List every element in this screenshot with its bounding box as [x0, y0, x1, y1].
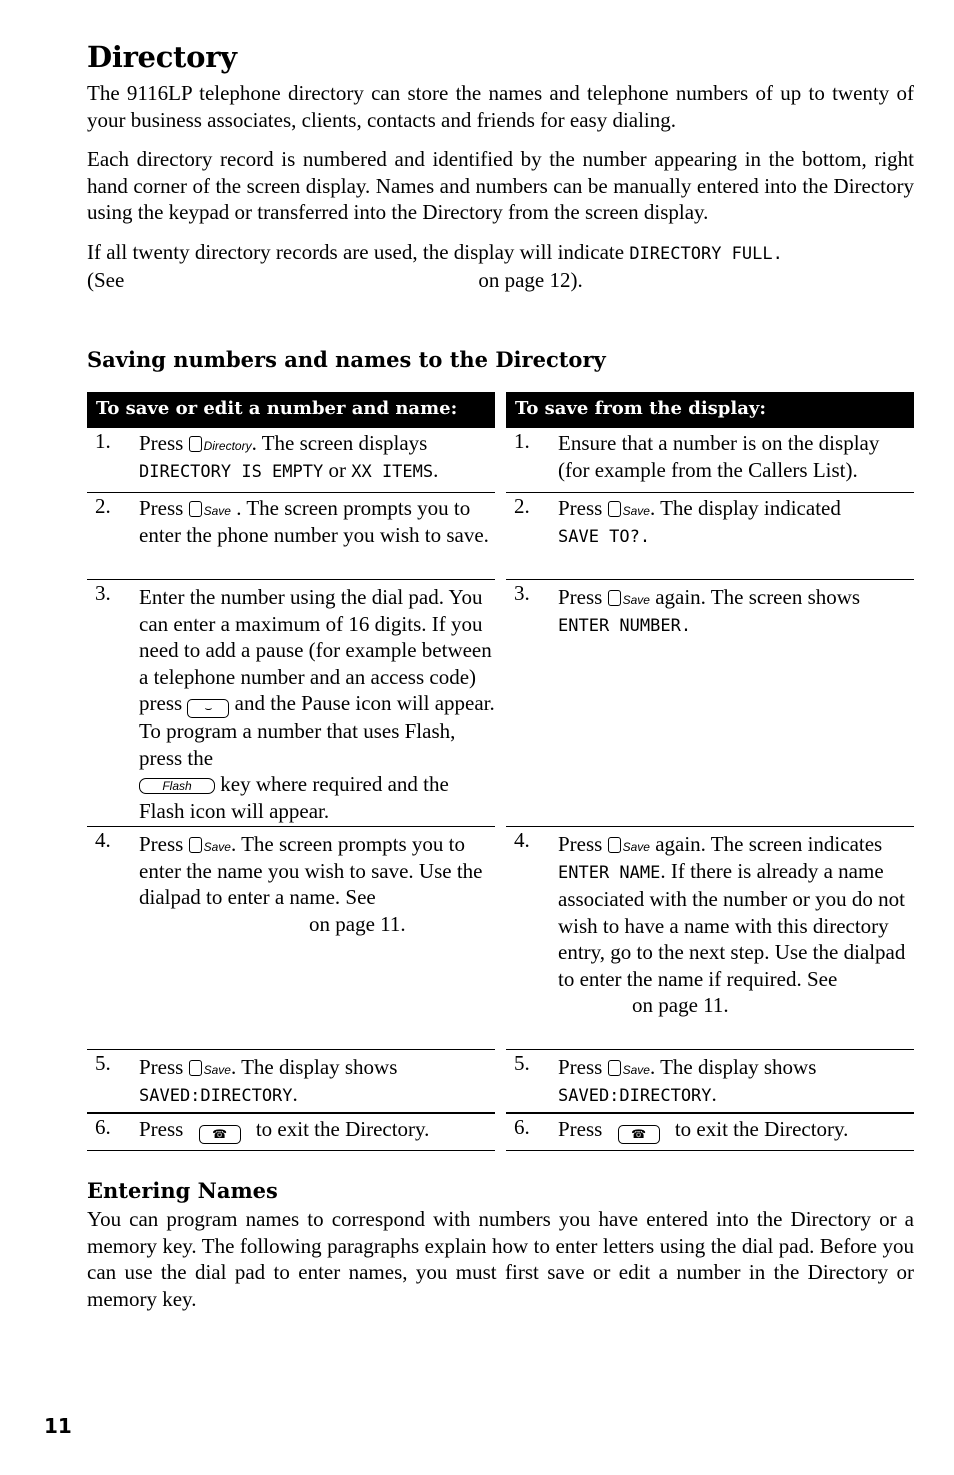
save-key-label: Save	[622, 1063, 650, 1077]
left-step-5	[87, 1050, 495, 1113]
save-key-label: Save	[622, 593, 650, 607]
section-heading-entering: Entering Names	[87, 1178, 278, 1203]
right-column-header: To save from the display:	[506, 392, 914, 428]
step-number: 4.	[514, 828, 530, 852]
press-text: Press	[558, 1055, 603, 1079]
step-4-text-b: . If there is already a name associated with the number or you do not wish to have a name with this directory entry, go to the next step. Use the dialpad to enter the name if required. See	[558, 858, 906, 991]
press-text: Press	[139, 431, 184, 455]
step-5-text: . The display shows	[230, 1055, 398, 1079]
step-3-text-c: key where required and the Flash icon will appear.	[139, 772, 449, 823]
step-number: 2.	[514, 494, 530, 518]
press-text: Press	[139, 496, 184, 520]
period: .	[433, 457, 439, 482]
step-number: 3.	[95, 581, 111, 605]
lcd-xx-items: XX ITEMS	[351, 461, 434, 482]
press-text: Press	[139, 1117, 184, 1141]
page-ref: on page 11.	[632, 993, 729, 1017]
period: .	[711, 1081, 717, 1106]
left-step-2	[87, 493, 495, 580]
step-text	[139, 495, 495, 548]
lcd-saved-directory: SAVED:DIRECTORY	[139, 1085, 293, 1106]
lcd-enter-number: ENTER NUMBER.	[558, 615, 692, 636]
step-5-text: . The display shows	[649, 1055, 817, 1079]
save-key-icon	[608, 501, 650, 518]
right-step-1	[506, 428, 914, 493]
save-key-label: Save	[203, 840, 231, 854]
left-column-header: To save or edit a number and name:	[87, 392, 495, 428]
step-6-text: to exit the Directory.	[674, 1117, 849, 1141]
step-number: 6.	[514, 1115, 530, 1139]
step-text	[139, 430, 495, 485]
step-number: 6.	[95, 1115, 111, 1139]
handset-icon: ☎	[199, 1125, 241, 1144]
period: .	[292, 1081, 298, 1106]
step-number: 4.	[95, 828, 111, 852]
step-number: 3.	[514, 581, 530, 605]
save-key-icon	[608, 1060, 650, 1077]
step-text	[558, 831, 914, 1019]
entering-names-paragraph: You can program names to correspond with numbers you have entered into the Directory or a memory key. The following paragraphs explain how to enter letters using the dial pad. Before you can use the dial pad to enter names, you must first save or edit a number in the Directory or memory key.	[87, 1207, 914, 1311]
step-text: Ensure that a number is on the display (for example from the Callers List).	[558, 431, 880, 482]
step-text	[558, 1116, 914, 1144]
press-text: Press	[558, 585, 603, 609]
right-step-4	[506, 827, 914, 1050]
press-text: Press	[139, 1055, 184, 1079]
page-content	[87, 40, 914, 1311]
page-number: 11	[44, 1414, 72, 1438]
step-2-text: . The screen prompts you to enter the phone number you wish to save.	[139, 496, 489, 547]
step-text	[558, 584, 914, 639]
left-step-1	[87, 428, 495, 493]
left-step-3	[87, 580, 495, 827]
lcd-directory-empty: DIRECTORY IS EMPTY	[139, 461, 324, 482]
step-text	[139, 1116, 495, 1144]
entering-names-section	[87, 1178, 914, 1325]
right-steps-column	[506, 392, 914, 1151]
intro-paragraph-3	[87, 239, 914, 294]
press-text: Press	[558, 496, 603, 520]
directory-steps-table	[87, 392, 914, 1152]
step-number: 5.	[514, 1051, 530, 1075]
p3-page-ref: on page 12).	[478, 268, 583, 292]
save-key-icon	[189, 837, 231, 854]
save-key-label: Save	[622, 840, 650, 854]
step-text	[139, 831, 495, 937]
p3-text: If all twenty directory records are used, the display will indicate	[87, 239, 630, 264]
or-text: or	[323, 457, 352, 482]
directory-key-icon	[189, 436, 252, 453]
save-key-label: Save	[622, 504, 650, 518]
save-key-label: Save	[203, 504, 231, 518]
step-number: 1.	[95, 429, 111, 453]
step-2-text: . The display indicated	[649, 496, 841, 520]
step-number: 5.	[95, 1051, 111, 1075]
step-6-text: to exit the Directory.	[255, 1117, 430, 1141]
press-text: Press	[139, 832, 184, 856]
p3-see: (See	[87, 268, 125, 292]
right-step-6	[506, 1113, 914, 1151]
save-key-icon	[189, 1060, 231, 1077]
left-step-4	[87, 827, 495, 1050]
page-ref: on page 11.	[309, 911, 406, 936]
save-key-label: Save	[203, 1063, 231, 1077]
step-text	[139, 1054, 495, 1109]
save-key-icon	[189, 501, 231, 518]
right-step-3	[506, 580, 914, 827]
section-heading-saving: Saving numbers and names to the Directory	[87, 347, 606, 372]
step-3-text: again. The screen shows	[655, 585, 861, 609]
pause-key-icon: ⌣	[187, 699, 229, 718]
intro-paragraph-1: The 9116LP telephone directory can store the names and telephone numbers of up to twenty of your business associates, clients, contacts and friends for easy dialing.	[87, 81, 914, 132]
handset-icon: ☎	[618, 1125, 660, 1144]
step-4-text-a: again. The screen indicates	[655, 832, 883, 856]
intro-paragraph-2: Each directory record is numbered and identified by the number appearing in the bottom, right hand corner of the screen display. Names and numbers can be manually entered into the Directory using the keypad or transferred into the Directory from the screen display.	[87, 147, 914, 224]
lcd-save-to: SAVE TO?.	[558, 526, 651, 547]
step-text	[558, 495, 914, 550]
page-title: Directory	[87, 40, 237, 74]
left-steps-column	[87, 392, 495, 1151]
step-number: 2.	[95, 494, 111, 518]
step-3-text-b: and the Pause icon will appear. To program a number that uses Flash, press the	[139, 691, 495, 770]
step-number: 1.	[514, 429, 530, 453]
step-3-text-a: Enter the number using the dial pad. You can enter a maximum of 16 digits. If you need to add a pause (for example between a telephone number and an access code) press	[139, 585, 492, 715]
press-text: Press	[558, 832, 603, 856]
save-key-icon	[608, 837, 650, 854]
press-text: Press	[558, 1117, 603, 1141]
save-key-icon	[608, 590, 650, 607]
right-step-5	[506, 1050, 914, 1113]
lcd-enter-name: ENTER NAME	[558, 862, 661, 883]
left-step-6	[87, 1113, 495, 1151]
right-step-2	[506, 493, 914, 580]
lcd-directory-full: DIRECTORY FULL.	[629, 243, 783, 264]
directory-key-label: Directory	[203, 439, 252, 453]
step-text	[558, 1054, 914, 1109]
lcd-saved-directory: SAVED:DIRECTORY	[558, 1085, 712, 1106]
step-text	[139, 584, 495, 824]
step-1-text: . The screen displays	[251, 431, 428, 455]
flash-key-icon: Flash	[139, 778, 215, 794]
step-4-text: . The screen prompts you to enter the name you wish to save. Use the dialpad to enter a name. See	[139, 832, 483, 909]
